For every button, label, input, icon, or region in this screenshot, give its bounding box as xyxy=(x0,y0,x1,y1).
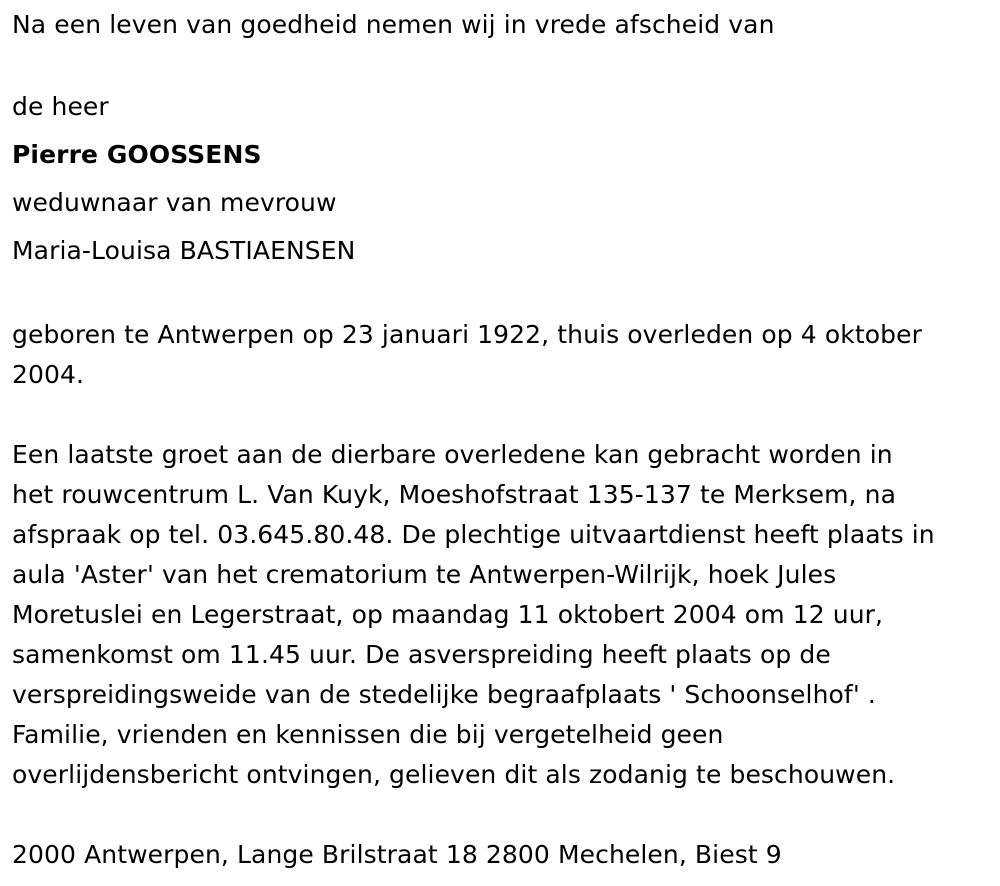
deceased-name: Pierre GOOSSENS xyxy=(12,140,262,169)
body-line-9: overlijdensbericht ontvingen, gelieven dit als zodanig te beschouwen. xyxy=(12,760,896,789)
body-line-6: samenkomst om 11.45 uur. De asverspreiding heeft plaats op de xyxy=(12,640,831,669)
intro-text: Na een leven van goedheid nemen wij in vrede afscheid van xyxy=(12,10,775,39)
birth-death-line-1: geboren te Antwerpen op 23 januari 1922, thuis overleden op 4 oktober xyxy=(12,320,922,349)
spouse-name: Maria-Louisa BASTIAENSEN xyxy=(12,236,356,265)
body-line-8: Familie, vrienden en kennissen die bij vergetelheid geen xyxy=(12,720,724,749)
addresses-text: 2000 Antwerpen, Lange Brilstraat 18 2800 Mechelen, Biest 9 xyxy=(12,840,782,869)
spacer xyxy=(12,43,997,83)
relation-text: weduwnaar van mevrouw xyxy=(12,188,337,217)
body-line-7: verspreidingsweide van de stedelijke begraafplaats ' Schoonselhof' . xyxy=(12,680,876,709)
obituary-document xyxy=(12,7,997,875)
body-line-1: Een laatste groet aan de dierbare overledene kan gebracht worden in xyxy=(12,440,893,469)
title-text: de heer xyxy=(12,92,109,121)
spacer xyxy=(12,395,997,435)
birth-death-line-2: 2004. xyxy=(12,360,85,389)
body-line-3: afspraak op tel. 03.645.80.48. De plechtige uitvaartdienst heeft plaats in xyxy=(12,520,935,549)
spacer xyxy=(12,275,997,315)
body-line-4: aula 'Aster' van het crematorium te Antwerpen-Wilrijk, hoek Jules xyxy=(12,560,837,589)
spacer xyxy=(12,795,997,835)
body-line-5: Moretuslei en Legerstraat, op maandag 11 oktobert 2004 om 12 uur, xyxy=(12,600,884,629)
body-line-2: het rouwcentrum L. Van Kuyk, Moeshofstraat 135-137 te Merksem, na xyxy=(12,480,897,509)
